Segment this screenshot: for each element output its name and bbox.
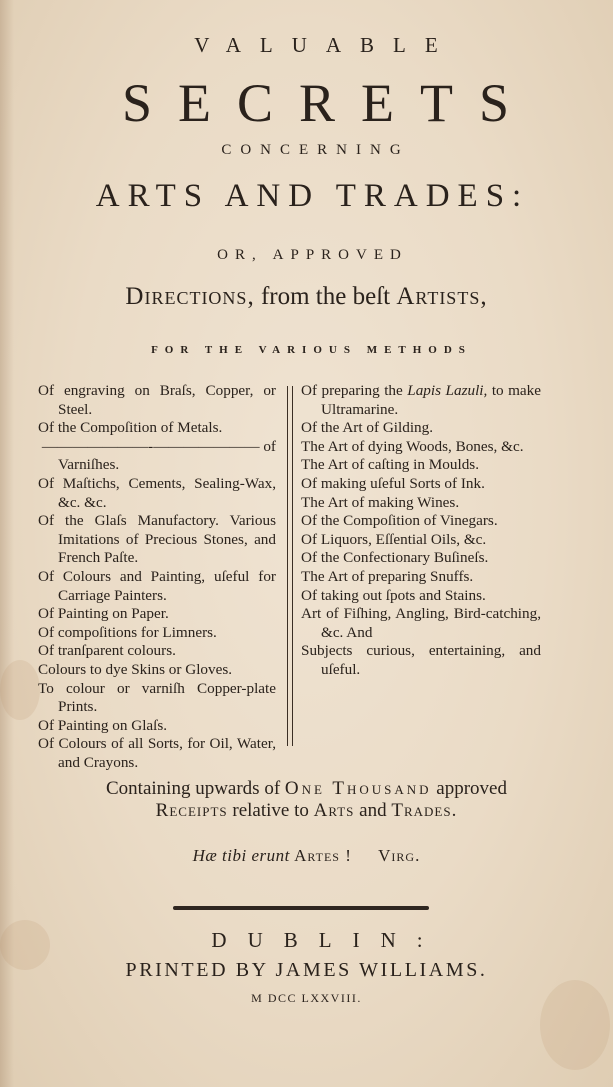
contents-entry: Of Liquors, Eſſential Oils, &c. bbox=[301, 530, 487, 548]
motto-attribution: Virg. bbox=[378, 846, 421, 865]
contents-entry: Subjects curious, entertaining, and uſeful. bbox=[301, 642, 541, 678]
contents-entry: Of Colours and Painting, uſeful for Carriage Painters. bbox=[38, 567, 276, 604]
contents-entry: ———————-——————— of Varniſhes. bbox=[41, 437, 276, 474]
one-thousand: One Thousand bbox=[284, 778, 432, 799]
contents-entry: Of preparing the Lapis Lazuli, to make Ultramarine. bbox=[301, 382, 542, 418]
contents-right-column bbox=[301, 382, 541, 680]
imprint-year: M DCC LXXVIII. bbox=[251, 991, 362, 1005]
contents-entry: Colours to dye Skins or Gloves. bbox=[38, 660, 233, 678]
contents-entry: Of the Art of Gilding. bbox=[301, 419, 434, 437]
contents-entry: Of Colours of all Sorts, for Oil, Water, and Crayons. bbox=[38, 735, 276, 771]
contents-entry: Of making uſeful Sorts of Ink. bbox=[301, 474, 485, 492]
title-secrets: SECRETS bbox=[121, 73, 536, 133]
contents-entry: Of Maſtichs, Cements, Sealing-Wax, &c. &c. bbox=[38, 474, 276, 511]
contents-entry: Of engraving on Braſs, Copper, or Steel. bbox=[38, 382, 276, 418]
contents-entry: The Art of dying Woods, Bones, &c. bbox=[301, 437, 524, 455]
summary-line-2: Receipts relative to Arts and Trades. bbox=[155, 800, 458, 821]
subtitle-directions bbox=[0, 283, 613, 311]
column-divider-double-rule bbox=[287, 386, 293, 746]
directions-word: Directions, bbox=[125, 283, 255, 310]
contents-entry: Of the Compoſition of Vinegars. bbox=[301, 512, 498, 530]
title-arts-and-trades: ARTS AND TRADES: bbox=[95, 178, 530, 214]
paper-stain bbox=[0, 660, 40, 720]
decorative-rule bbox=[173, 906, 429, 910]
lapis-lazuli-italic: Lapis Lazuli, bbox=[407, 382, 488, 399]
contents-entry: Of the Glaſs Manufactory. Various Imitations of Precious Stones, and French Paſte. bbox=[38, 512, 276, 567]
contents-entry: The Art of caſting in Moulds. bbox=[301, 456, 480, 474]
motto bbox=[0, 846, 613, 866]
imprint-printer: PRINTED BY JAMES WILLIAMS. bbox=[125, 959, 488, 981]
title-valuable: VALUABLE bbox=[194, 33, 457, 57]
arts: Arts bbox=[313, 800, 355, 821]
contents-entry: Of taking out ſpots and Stains. bbox=[301, 586, 486, 604]
directions-middle: from the beſt bbox=[260, 283, 391, 310]
contents-entry: Of the Compoſition of Metals. bbox=[38, 419, 223, 437]
contents-entry: Of Painting on Glaſs. bbox=[38, 716, 168, 734]
contents-entry: The Art of preparing Snuffs. bbox=[301, 567, 474, 585]
contents-entry: Art of Fiſhing, Angling, Bird-catching, &c. And bbox=[301, 605, 541, 641]
directions-artists: Artists, bbox=[396, 283, 488, 310]
contents-entry: To colour or varniſh Copper-plate Prints. bbox=[38, 679, 276, 716]
summary-line-1: Containing upwards of One Thousand approved bbox=[106, 778, 507, 799]
receipts: Receipts bbox=[155, 800, 228, 821]
trades: Trades. bbox=[391, 800, 458, 821]
subtitle-or-approved: OR, APPROVED bbox=[217, 247, 408, 263]
contents-entry: Of compoſitions for Limners. bbox=[38, 623, 217, 641]
contents-entry: Of Painting on Paper. bbox=[38, 605, 169, 623]
title-concerning: CONCERNING bbox=[221, 142, 410, 158]
motto-latin: Hæ tibi erunt bbox=[192, 846, 290, 865]
contents-entry: Of the Confectionary Buſineſs. bbox=[301, 549, 489, 567]
subtitle-methods: FOR THE VARIOUS METHODS bbox=[151, 344, 472, 356]
motto-artes: Artes ! bbox=[294, 846, 352, 865]
imprint-city: DUBLIN: bbox=[211, 928, 444, 952]
contents-entry: The Art of making Wines. bbox=[301, 493, 460, 511]
contents-left-column bbox=[38, 382, 276, 772]
contents-entry: Of tranſparent colours. bbox=[38, 642, 176, 660]
